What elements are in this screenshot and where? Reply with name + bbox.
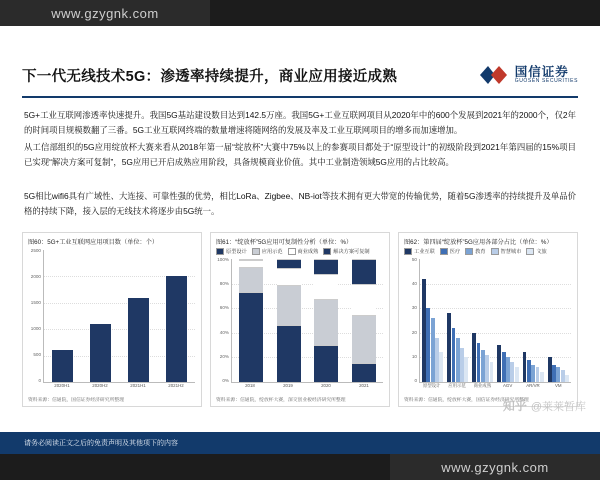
bar — [536, 367, 540, 382]
bar-segment — [352, 284, 376, 315]
x-axis-label: 2020H1 — [54, 383, 70, 388]
legend-item — [491, 248, 522, 255]
legend-item — [404, 248, 435, 255]
bar-group-category — [548, 259, 569, 382]
chart-1-plot — [28, 248, 196, 395]
bar-column — [277, 259, 301, 382]
bar — [490, 362, 494, 382]
legend-label: 解决方案可复制 — [333, 249, 370, 255]
legend-swatch — [440, 248, 448, 255]
bar-column — [90, 250, 111, 382]
legend-item — [526, 248, 546, 255]
paragraph-2: 从工信部组织的5G应用绽放杯大赛来看从2018年第一届“绽放杯”大赛中75%以上的参赛项目都处于“原型设计”的初级阶段到2021年第四届的15%项目已实现“解决方案可复制”，5G应用已开启成熟应用阶段，具备规模商业价值。其中工业制造领域5G应用的占比较高。 — [24, 142, 576, 167]
x-axis-label: VM — [555, 383, 562, 388]
bar-segment — [239, 260, 263, 267]
grouped-bar-group — [420, 259, 571, 382]
bar-group — [44, 250, 195, 382]
legend-item — [323, 248, 369, 255]
chart-3-legend — [404, 248, 572, 255]
bar — [456, 338, 460, 382]
slide-header — [22, 54, 578, 98]
bar — [552, 365, 556, 382]
axis-tick: 80% — [219, 281, 229, 287]
x-axis-label: 2021 — [359, 383, 369, 388]
axis-tick: 500 — [33, 352, 41, 357]
x-axis-label: 2021H1 — [130, 383, 146, 388]
bar-column — [314, 259, 338, 382]
bar — [435, 338, 439, 382]
legend-swatch — [288, 248, 296, 255]
bar — [556, 367, 560, 382]
bar-segment — [277, 268, 301, 284]
bar — [439, 352, 443, 382]
x-axis-label: 2020H2 — [92, 383, 108, 388]
legend-label: 工业互联 — [414, 249, 435, 255]
legend-label: 原型设计 — [226, 249, 247, 255]
bar — [452, 328, 456, 382]
axis-tick: 30 — [411, 305, 417, 311]
bar — [531, 365, 535, 382]
bar-group-category — [447, 259, 468, 382]
bar — [472, 333, 476, 382]
bar — [502, 352, 506, 382]
bar — [90, 324, 111, 382]
legend-swatch — [465, 248, 473, 255]
chart-2-y-axis — [216, 257, 230, 383]
legend-item — [216, 248, 247, 255]
bar — [52, 350, 73, 382]
x-axis-label: 2019 — [283, 383, 293, 388]
chart-2-x-labels — [231, 384, 383, 395]
bar-segment — [277, 325, 301, 382]
axis-tick: 0 — [414, 377, 417, 383]
logo-text — [515, 66, 578, 84]
chart-1-source: 资料来源：信通院，国信证券经济研究所整理 — [28, 398, 124, 403]
legend-label: 智慧城市 — [500, 249, 522, 255]
bar — [481, 350, 485, 382]
x-axis-label: 原型设计 — [422, 383, 441, 388]
legend-swatch — [323, 248, 331, 255]
axis-tick: 2500 — [30, 248, 41, 253]
stacked-bar-group — [232, 259, 383, 382]
bar-group-category — [497, 259, 518, 382]
bar-segment — [352, 315, 376, 364]
bar-segment — [352, 259, 376, 284]
x-axis-label: AR/VR — [526, 383, 540, 388]
axis-tick: 2000 — [30, 274, 41, 279]
axis-tick: 0 — [38, 378, 41, 383]
chart-card-3 — [398, 232, 578, 407]
watermark-top-text: www.gzygnk.com — [51, 5, 159, 21]
chart-3-source: 资料来源：信通院，绽放杯大赛，国信证券经济研究所整理 — [404, 398, 529, 403]
legend-label: 应用示范 — [261, 249, 283, 255]
x-axis-label: 2018 — [245, 383, 255, 388]
bar-column — [128, 250, 149, 382]
chart-card-2 — [210, 232, 390, 407]
legend-item — [252, 248, 283, 255]
bar — [464, 357, 468, 382]
chart-3-x-labels — [419, 384, 571, 395]
legend-label: 商业成熟 — [297, 249, 319, 255]
chart-3-plot — [404, 257, 572, 395]
bar-segment — [314, 299, 338, 345]
axis-tick: 10 — [411, 353, 417, 359]
x-axis-label: 商业成熟 — [473, 383, 492, 388]
bar — [485, 355, 489, 382]
bar — [510, 362, 514, 382]
axis-tick: 100% — [217, 257, 229, 262]
logo-mark-icon — [479, 64, 509, 86]
bar-segment — [239, 292, 263, 382]
chart-1-plot-area — [43, 250, 195, 383]
watermark-top — [0, 0, 210, 26]
bar — [497, 345, 501, 382]
bar — [527, 360, 531, 382]
legend-label: 医疗 — [449, 249, 461, 255]
bar-group-category — [472, 259, 493, 382]
bar-segment — [277, 285, 301, 325]
logo-name-en: GUOSEN SECURITIES — [514, 77, 578, 84]
axis-tick: 60% — [219, 305, 229, 311]
legend-label: 教育 — [475, 249, 486, 255]
axis-tick: 20% — [219, 353, 229, 359]
axis-tick: 1500 — [30, 300, 41, 305]
chart-1-y-axis — [28, 248, 42, 383]
x-axis-label: 2021H2 — [168, 383, 184, 388]
zhihu-username: @莱莱暂库 — [530, 400, 586, 413]
bar — [561, 370, 565, 382]
chart-2-legend — [216, 248, 384, 255]
chart-3-y-axis — [404, 257, 418, 383]
chart-1-x-labels — [43, 384, 195, 395]
bar — [506, 357, 510, 382]
company-logo — [479, 64, 578, 86]
zhihu-watermark — [503, 397, 586, 414]
bar-column — [352, 259, 376, 382]
bar — [540, 372, 544, 382]
legend-item — [288, 248, 319, 255]
footer-text: 请务必阅读正文之后的免责声明及其他项下的内容 — [24, 440, 178, 447]
paragraph-3: 5G相比wifi6具有广域性、大连接、可靠性强的优势，相比LoRa、Zigbee、NB-iot等技术拥有更大带宽的传输优势，随着5G渗透率的持续提升及单品价格的持续下降，接入层的无线技术将逐步由5G统一。 — [24, 191, 576, 216]
bar — [460, 348, 464, 382]
chart-2-title: 图61：“绽放杯”5G应用可复制性分析（单位：%） — [216, 239, 353, 246]
bar — [515, 367, 519, 382]
bar — [128, 298, 149, 382]
chart-card-1 — [22, 232, 202, 407]
axis-tick: 1000 — [30, 326, 41, 331]
bar — [422, 279, 426, 382]
bar — [565, 375, 569, 382]
axis-tick: 40% — [219, 329, 229, 335]
bar-group-category — [422, 259, 443, 382]
legend-swatch — [526, 248, 534, 255]
bar-segment — [352, 363, 376, 382]
bar-column — [52, 250, 73, 382]
legend-label: 文旅 — [536, 249, 547, 255]
bar — [477, 343, 481, 382]
bar-segment — [314, 259, 338, 274]
bar — [447, 313, 451, 382]
paragraph-1: 5G+工业互联网渗透率快速提升。我国5G基站建设数目达到142.5万座。我国5G+工业互联网项目从2020年中的600个发展到2021年的2000个，仅2年的时间项目规模数翻了三番。5G工业互联网终端的数量增速将随网络的发展及率及工业互联网项目的增多而加速增加。 — [24, 110, 576, 135]
bar-column — [166, 250, 187, 382]
axis-tick: 40 — [411, 281, 417, 287]
bar-segment — [239, 267, 263, 292]
x-axis-label: 应用示范 — [448, 383, 466, 388]
chart-3-title: 图62：第四届“绽放杯”5G应用各部分占比（单位：%） — [404, 239, 553, 246]
watermark-bottom-text: www.gzygnk.com — [441, 459, 549, 475]
x-axis-label: AGV — [503, 383, 513, 388]
charts-row — [22, 232, 578, 407]
axis-tick: 0% — [222, 377, 229, 383]
bar — [523, 352, 527, 382]
legend-swatch — [491, 248, 499, 255]
slide-footer — [0, 432, 600, 454]
bar-group-category — [523, 259, 544, 382]
bar-segment — [277, 259, 301, 268]
legend-swatch — [404, 248, 412, 255]
bar — [166, 276, 187, 382]
watermark-bottom — [390, 454, 600, 480]
bar-segment — [314, 274, 338, 299]
legend-item — [465, 248, 485, 255]
chart-2-plot-area — [231, 259, 383, 383]
page-title: 下一代无线技术5G：渗透率持续提升，商业应用接近成熟 — [22, 68, 398, 85]
x-axis-label: 2020 — [321, 383, 331, 388]
bar — [548, 357, 552, 382]
bar — [426, 308, 430, 382]
chart-2-plot — [216, 257, 384, 395]
slide-page — [0, 26, 600, 454]
bar-segment — [314, 345, 338, 382]
bar-column — [239, 259, 263, 382]
legend-swatch — [252, 248, 260, 255]
legend-item — [440, 248, 460, 255]
axis-tick: 50 — [411, 257, 417, 262]
logo-name-cn: 国信证券 — [514, 64, 569, 79]
chart-1-title: 图60：5G+工业互联网应用项目数（单位：个） — [28, 239, 159, 246]
chart-3-plot-area — [419, 259, 571, 383]
legend-swatch — [216, 248, 224, 255]
zhihu-logo: 知乎 — [502, 399, 527, 413]
chart-2-source: 资料来源：信通院，绽放杯大赛，深交创业板经济研究所整理 — [216, 398, 346, 403]
axis-tick: 20 — [411, 329, 417, 335]
bar — [431, 318, 435, 382]
